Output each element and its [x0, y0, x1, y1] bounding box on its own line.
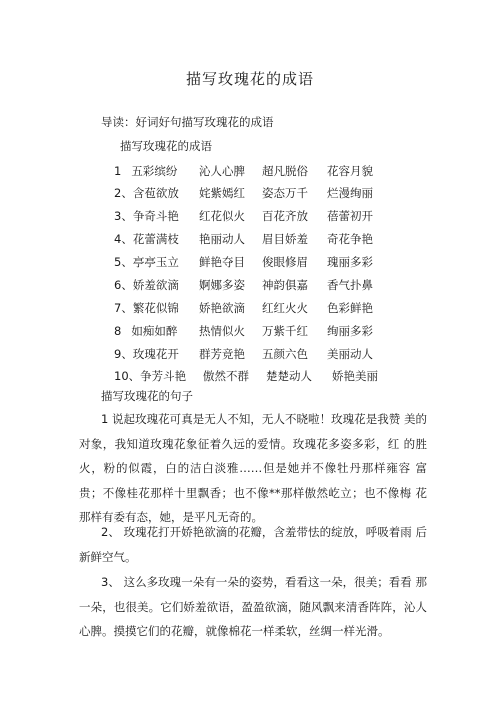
idiom-item: 繁花似锦 [132, 301, 179, 315]
idiom-item: 含苞欲放 [132, 186, 179, 200]
idiom-cell-number-first [114, 323, 177, 339]
idiom-item: 群芳竞艳 [199, 347, 245, 361]
idiom-item: 姿态万千 [262, 186, 308, 200]
idiom-item: 沁人心脾 [199, 164, 245, 178]
idiom-number: 9、 [114, 347, 133, 361]
idiom-cell-number-first [114, 163, 177, 179]
idiom-number: 10、 [114, 369, 141, 383]
idiom-cell-number-first [114, 368, 186, 384]
intro-text: 导读：好词好句描写玫瑰花的成语 [101, 115, 274, 129]
idiom-number: 8 [114, 324, 122, 338]
idiom-item: 花蕾满枝 [132, 232, 179, 246]
idiom-number: 2、 [114, 186, 133, 200]
idiom-number: 1 [114, 164, 122, 178]
idiom-item: 红花似火 [199, 209, 245, 223]
idiom-item: 色彩鲜艳 [327, 301, 373, 315]
idiom-item: 瑰丽多彩 [327, 255, 373, 269]
idiom-item: 百花齐放 [262, 209, 308, 223]
idiom-item: 玫瑰花开 [132, 347, 179, 361]
idiom-item: 美丽动人 [327, 347, 373, 361]
idiom-cell-number-first [114, 254, 179, 270]
idiom-item: 姹紫嫣红 [199, 186, 245, 200]
idiom-cell-number-first [114, 277, 179, 293]
idiom-item: 花容月貌 [327, 164, 373, 178]
idiom-cell-number-first [114, 185, 179, 201]
idiom-item: 烂漫绚丽 [327, 186, 373, 200]
idiom-cell-number-first [114, 208, 179, 224]
idiom-item: 神韵俱嘉 [262, 278, 308, 292]
idiom-item: 热情似火 [199, 324, 245, 338]
idiom-item: 艳丽动人 [199, 232, 245, 246]
idioms-subheading: 描写玫瑰花的成语 [120, 139, 212, 153]
idiom-item: 绚丽多彩 [327, 324, 373, 338]
idiom-item: 楚楚动人 [266, 369, 312, 383]
idiom-item: 香气扑鼻 [327, 278, 373, 292]
sentences-subheading: 描写玫瑰花的句子 [101, 389, 193, 403]
idiom-number: 3、 [114, 209, 133, 223]
idiom-item: 俊眼修眉 [262, 255, 308, 269]
page-title: 描写玫瑰花的成语 [185, 70, 314, 88]
idiom-number: 4、 [114, 232, 133, 246]
idiom-item: 五彩缤纷 [131, 164, 178, 178]
idiom-item: 娇艳欲滴 [199, 301, 245, 315]
idiom-item: 五颜六色 [262, 347, 308, 361]
idiom-item: 万紫千红 [262, 324, 308, 338]
paragraph: 3、 这么多玫瑰一朵有一朵的姿势，看看这一朵，很美；看看 那一朵，也很美。它们娇羞欲语，盈盈欲滴，随风飘来清香阵阵，沁人心脾。摸摸它们的花瓣，就像棉花一样柔软，丝绸一样光滑。 [79, 575, 427, 638]
idiom-cell-number-first [114, 346, 179, 362]
idiom-item: 争芳斗艳 [140, 369, 187, 383]
idiom-number: 6、 [114, 278, 133, 292]
idiom-item: 奇花争艳 [327, 232, 373, 246]
idiom-item: 亭亭玉立 [132, 255, 179, 269]
idiom-item: 蓓蕾初开 [327, 209, 373, 223]
idiom-item: 争奇斗艳 [132, 209, 179, 223]
idiom-item: 娇羞欲滴 [132, 278, 179, 292]
idiom-cell-number-first [114, 300, 179, 316]
idiom-number: 5、 [114, 255, 133, 269]
idiom-item: 如痴如醉 [131, 324, 178, 338]
idiom-item: 红红火火 [262, 301, 308, 315]
idiom-item: 鲜艳夺目 [199, 255, 245, 269]
idiom-item: 婀娜多姿 [199, 278, 245, 292]
idiom-item: 傲然不群 [203, 369, 249, 383]
idiom-cell-number-first [114, 231, 179, 247]
paragraph: 2、 玫瑰花打开娇艳欲滴的花瓣，含羞带怯的绽放，呼吸着雨 后新鲜空气。 [79, 525, 427, 564]
idiom-item: 超凡脱俗 [262, 164, 308, 178]
idiom-item: 娇艳美丽 [332, 369, 378, 383]
idiom-number: 7、 [114, 301, 133, 315]
paragraph: 1 说起玫瑰花可真是无人不知，无人不晓啦！玫瑰花是我赞 美的对象，我知道玫瑰花象征着久远的爱情。玫瑰花多姿多彩，红 的胜火，粉的似霞，白的洁白淡雅……但是她并不像牡丹那样雍容 富贵；不像桂花那样十里飘香；也不像**那样傲然屹立；也不像梅 花那样有委有态，她，是平凡无奇的。 [79, 412, 427, 524]
idiom-item: 眉目娇羞 [262, 232, 308, 246]
